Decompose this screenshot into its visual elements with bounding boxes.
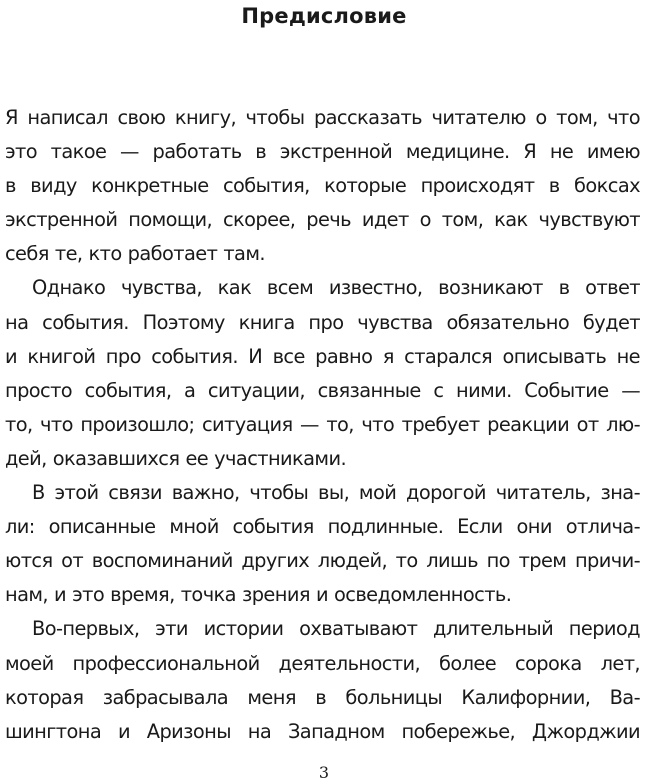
page-number: 3 xyxy=(318,763,330,782)
body-text xyxy=(5,101,640,749)
text-line: моей профессиональной деятельности, более сорока лет, xyxy=(5,651,640,675)
text-line: то, что произошло; ситуация — то, что требует реакции от лю- xyxy=(5,412,640,436)
text-line: на события. Поэтому книга про чувства обязательно будет xyxy=(5,310,640,334)
text-line: которая забрасывала меня в больницы Калифорнии, Ва- xyxy=(5,685,640,709)
text-line: Я написал свою книгу, чтобы рассказать читателю о том, что xyxy=(5,106,640,129)
text-line: В этой связи важно, чтобы вы, мой дорогой читатель, зна- xyxy=(32,481,640,505)
text-line: Однако чувства, как всем известно, возникают в ответ xyxy=(32,276,640,300)
text-line: экстренной помощи, скорее, речь идет о том, как чувствуют xyxy=(5,208,640,232)
text-line: дей, оказавшихся ее участниками. xyxy=(5,446,347,470)
text-line: Во-первых, эти истории охватывают длительный период xyxy=(32,617,640,641)
page-title: Предисловие xyxy=(241,4,407,28)
text-line: нам, и это время, точка зрения и осведомленность. xyxy=(5,583,512,607)
text-line: просто события, а ситуации, связанные с ними. Событие — xyxy=(5,378,640,402)
text-line: и книгой про события. И все равно я старался описывать не xyxy=(5,344,640,368)
text-line: шингтона и Аризоны на Западном побережье, Джорджии xyxy=(5,719,640,743)
text-line: ли: описанные мной события подлинные. Если они отлича- xyxy=(5,515,640,539)
text-line: ются от воспоминаний других людей, то лишь по трем причи- xyxy=(5,549,640,573)
text-line: в виду конкретные события, которые происходят в боксах xyxy=(5,174,640,198)
text-line: себя те, кто работает там. xyxy=(5,242,265,266)
text-line: это такое — работать в экстренной медицине. Я не имею xyxy=(5,140,640,164)
